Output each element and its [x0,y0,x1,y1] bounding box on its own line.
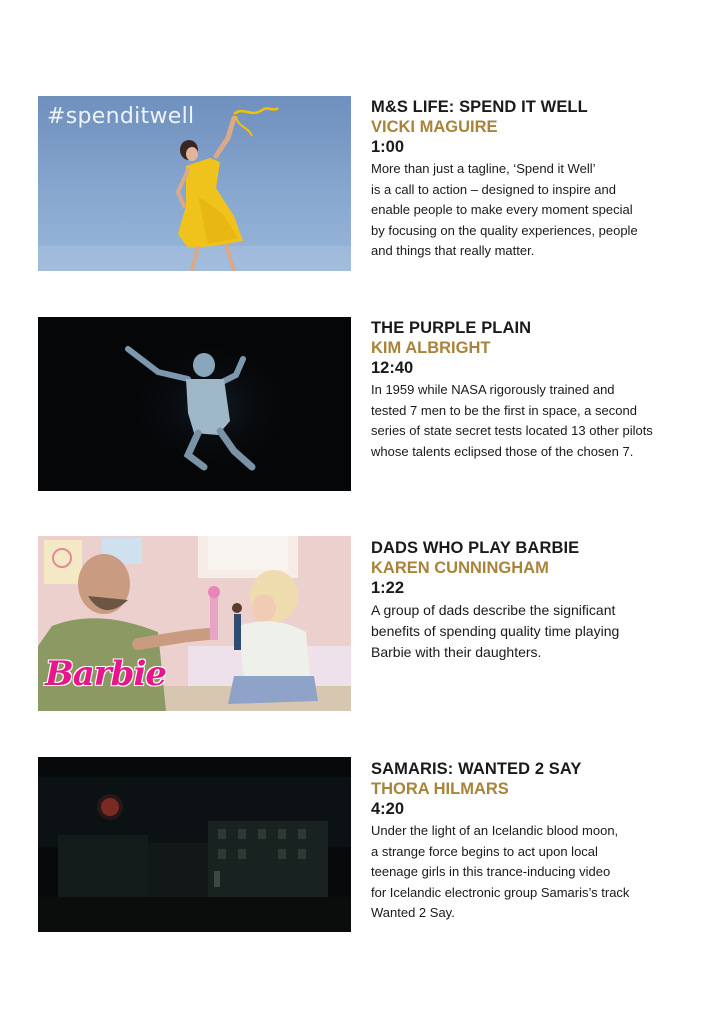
floating-figure-image [38,317,351,491]
thumbnail-purple-plain[interactable] [38,317,351,491]
description-line: teenage girls in this trance-inducing video [371,864,611,879]
blood-moon-night-image [38,757,351,932]
description-line: In 1959 while NASA rigorously trained and [371,382,615,397]
hashtag-overlay: #spenditwell [47,104,195,129]
description-line: is a call to action – designed to inspire and [371,181,616,197]
film-title: SAMARIS: WANTED 2 SAY [371,760,582,778]
thumbnail-dads-who-play-barbie[interactable] [38,536,351,711]
description-line: whose talents eclipsed those of the chosen 7. [371,443,634,459]
description-line: a strange force begins to act upon local [371,843,598,859]
film-author: KAREN CUNNINGHAM [371,559,549,577]
description-line: benefits of spending quality time playing [371,623,620,639]
description-line: Under the light of an Icelandic blood moon, [371,823,619,838]
film-author: KIM ALBRIGHT [371,339,491,357]
description-line: enable people to make every moment special [371,202,633,217]
thumbnail-spend-it-well[interactable] [38,96,351,271]
film-title: DADS WHO PLAY BARBIE [371,539,580,557]
description-line: Wanted 2 Say. [371,905,455,920]
entry-info [371,97,701,262]
film-description [371,821,701,924]
film-description [371,600,701,663]
barbie-logo: Barbie [45,654,167,694]
film-duration: 12:40 [371,359,414,377]
description-line: by focusing on the quality experiences, people [371,222,638,238]
film-description [371,380,701,462]
film-title: M&S LIFE: SPEND IT WELL [371,98,588,116]
film-author: THORA HILMARS [371,780,509,798]
entry-info [371,759,701,924]
film-description [371,159,701,262]
description-line: A group of dads describe the significant [371,602,616,618]
description-line: Barbie with their daughters. [371,644,542,660]
film-duration: 1:00 [371,138,405,156]
description-line: series of state secret tests located 13 other pilots [371,423,653,438]
description-line: tested 7 men to be the first in space, a second [371,402,637,418]
film-duration: 1:22 [371,579,405,597]
description-line: More than just a tagline, ‘Spend it Well’ [371,161,596,176]
film-duration: 4:20 [371,800,405,818]
film-title: THE PURPLE PLAIN [371,319,532,337]
entry-info [371,538,701,663]
thumbnail-samaris[interactable] [38,757,351,932]
entry-info [371,318,701,462]
description-line: and things that really matter. [371,243,535,258]
description-line: for Icelandic electronic group Samaris’s track [371,884,630,900]
film-author: VICKI MAGUIRE [371,118,498,136]
